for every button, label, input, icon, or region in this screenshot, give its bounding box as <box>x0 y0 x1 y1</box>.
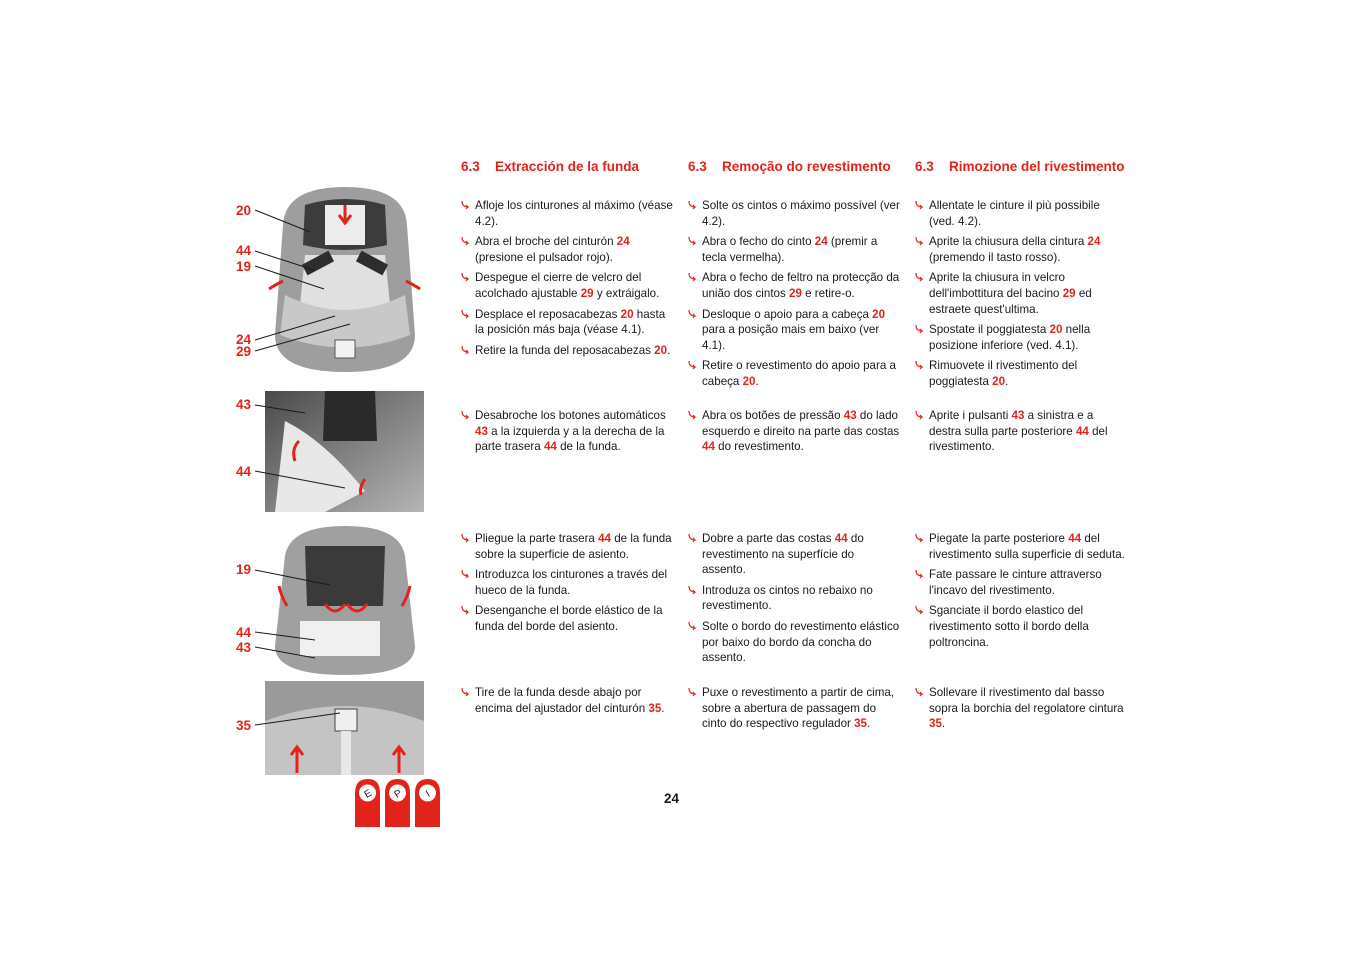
figure-label: 44 <box>236 464 252 479</box>
figure-label: 44 <box>236 625 252 640</box>
step-text: . <box>755 374 759 388</box>
step-arrow-icon <box>461 533 471 543</box>
step-text: . <box>667 343 671 357</box>
step-text: Retire o revestimento do apoio para a cabeça <box>702 359 896 388</box>
part-number: 20 <box>742 374 756 388</box>
step-text: Fate passare le cinture attraverso l'incavo del rivestimento. <box>929 568 1102 597</box>
step-arrow-icon <box>461 236 471 246</box>
step-arrow-icon <box>915 360 925 370</box>
instruction-step <box>915 531 1127 562</box>
step-arrow-icon <box>915 687 925 697</box>
step-text: (presione el pulsador rojo). <box>475 250 613 264</box>
step-text: Piegate la parte posteriore <box>929 532 1069 545</box>
step-arrow-icon <box>915 236 925 246</box>
step-text: nella posizione inferiore (ved. 4.1). <box>929 323 1091 352</box>
instruction-step <box>915 270 1127 317</box>
step-text: Puxe o revestimento a partir de cima, sobre a abertura de passagem do cinto do respectivo regulador <box>702 686 895 731</box>
language-tab-label: I <box>424 788 433 800</box>
step-group <box>461 408 673 460</box>
step-arrow-icon <box>915 410 925 420</box>
step-group <box>915 198 1127 395</box>
step-group <box>461 531 673 640</box>
step-text: del rivestimento. <box>929 424 1108 454</box>
step-group <box>915 685 1127 737</box>
section-number: 6.3 <box>688 159 707 174</box>
step-text: Sganciate il bordo elastico del rivestimento sotto il bordo della poltroncina. <box>929 604 1089 649</box>
part-number: 44 <box>543 440 557 454</box>
instruction-step <box>915 603 1127 650</box>
step-text: Desplace el reposacabezas <box>475 307 621 321</box>
step-arrow-icon <box>688 533 698 543</box>
step-text: Retire la funda del reposacabezas <box>475 343 655 357</box>
step-arrow-icon <box>688 410 698 420</box>
step-text: Solte os cintos o máximo possível (ver 4.2). <box>702 199 900 228</box>
part-number: 24 <box>814 235 828 249</box>
language-tab-label: P <box>392 787 404 801</box>
section-title: Extracción de la funda <box>495 159 640 174</box>
part-number: 20 <box>1049 323 1063 337</box>
step-text: do revestimento. <box>714 440 804 454</box>
step-text: Desabroche los botones automáticos <box>475 409 666 422</box>
instruction-step <box>461 234 673 265</box>
step-text: de la funda sobre la superficie de asiento. <box>475 532 672 561</box>
step-text: Abra os botões de pressão <box>702 409 844 422</box>
figure-label: 19 <box>236 562 252 577</box>
part-number: 35 <box>648 701 662 715</box>
step-text: Solte o bordo do revestimento elástico por baixo do bordo da concha do assento. <box>702 619 900 665</box>
instruction-step <box>688 685 900 732</box>
part-number: 35 <box>854 717 868 731</box>
part-number: 29 <box>580 286 594 300</box>
figure-label: 35 <box>236 718 252 733</box>
section-number: 6.3 <box>461 159 480 174</box>
step-text: ed estraete quest'ultima. <box>929 286 1092 316</box>
step-text: para a posição mais em baixo (ver 4.1). <box>702 323 880 352</box>
instruction-step <box>461 685 673 716</box>
step-arrow-icon <box>688 687 698 697</box>
instruction-step <box>688 531 900 578</box>
step-text: Tire de la funda desde abajo por encima del ajustador del cinturón <box>475 686 649 715</box>
step-text: Sollevare il rivestimento dal basso sopra la borchia del regolatore cintura <box>929 686 1124 715</box>
step-arrow-icon <box>461 569 471 579</box>
step-text: Pliegue la parte trasera <box>475 532 599 545</box>
figure-label: 43 <box>236 397 252 412</box>
figure-label: 29 <box>236 344 252 359</box>
part-number: 20 <box>872 307 886 321</box>
step-arrow-icon <box>461 605 471 615</box>
step-text: Abra o fecho de feltro na protecção da união dos cintos <box>702 271 900 300</box>
step-group <box>688 408 900 460</box>
instruction-step <box>915 322 1127 353</box>
instruction-step <box>915 358 1127 389</box>
instruction-step <box>461 270 673 301</box>
step-arrow-icon <box>461 309 471 319</box>
step-arrow-icon <box>688 585 698 595</box>
figure-label: 44 <box>236 243 252 258</box>
part-number: 20 <box>992 374 1006 388</box>
step-arrow-icon <box>915 533 925 543</box>
instruction-step <box>461 408 673 455</box>
step-text: Abra el broche del cinturón <box>475 235 617 249</box>
part-number: 44 <box>702 440 715 454</box>
instruction-step <box>688 583 900 614</box>
instruction-step <box>688 270 900 301</box>
instruction-step <box>915 198 1127 229</box>
step-text: e retire-o. <box>801 286 855 300</box>
column-italian <box>915 158 1127 731</box>
step-text: Desenganche el borde elástico de la funda del borde del asiento. <box>475 604 663 633</box>
part-number: 20 <box>620 307 634 321</box>
step-text: y extráigalo. <box>593 286 660 300</box>
language-tab-e <box>355 779 380 827</box>
instruction-step <box>688 234 900 265</box>
step-arrow-icon <box>688 236 698 246</box>
part-number: 24 <box>1087 235 1101 249</box>
step-text: Aprite i pulsanti <box>929 409 1012 422</box>
step-text: Spostate il poggiatesta <box>929 323 1050 337</box>
part-number: 35 <box>929 717 942 731</box>
part-number: 44 <box>1075 424 1089 438</box>
part-number: 44 <box>598 532 611 545</box>
section-number: 6.3 <box>915 159 934 174</box>
step-arrow-icon <box>915 324 925 334</box>
step-text: (premendo il tasto rosso). <box>929 250 1061 264</box>
step-text: a la izquierda y a la derecha de la parte trasera <box>475 424 665 454</box>
step-arrow-icon <box>915 569 925 579</box>
step-arrow-icon <box>461 687 471 697</box>
step-group <box>688 198 900 395</box>
instruction-step <box>688 198 900 229</box>
step-arrow-icon <box>688 200 698 210</box>
instruction-step <box>915 685 1127 732</box>
step-text: Introduzca los cinturones a través del hueco de la funda. <box>475 568 668 597</box>
step-text: Afloje los cinturones al máximo (véase 4.2). <box>475 199 673 228</box>
part-number: 43 <box>475 424 488 438</box>
step-text: do lado esquerdo e direito na parte das costas <box>702 409 900 438</box>
step-group <box>688 685 900 737</box>
step-arrow-icon <box>461 345 471 355</box>
part-number: 24 <box>616 235 630 249</box>
step-arrow-icon <box>915 605 925 615</box>
step-arrow-icon <box>688 272 698 282</box>
step-text: do revestimento na superfície do assento. <box>702 532 864 577</box>
part-number: 20 <box>654 343 668 357</box>
step-text: Abra o fecho do cinto <box>702 235 815 249</box>
step-group <box>915 531 1127 655</box>
section-title: Rimozione del rivestimento <box>949 159 1125 174</box>
part-number: 44 <box>1068 532 1082 545</box>
instruction-step <box>461 198 673 229</box>
instruction-step <box>688 408 900 455</box>
step-arrow-icon <box>688 621 698 631</box>
step-text: (premir a tecla vermelha). <box>702 235 878 264</box>
instruction-step <box>461 307 673 338</box>
page-number: 24 <box>664 791 680 806</box>
instruction-step <box>461 567 673 598</box>
step-group <box>461 198 673 363</box>
step-arrow-icon <box>688 309 698 319</box>
section-heading <box>915 158 1127 194</box>
figure-label: 19 <box>236 259 252 274</box>
step-text: de la funda. <box>556 440 621 454</box>
language-tabs <box>355 779 441 829</box>
instruction-step <box>461 603 673 634</box>
instruction-step <box>688 358 900 389</box>
column-spanish <box>461 158 673 715</box>
step-text: . <box>1005 374 1009 388</box>
step-text: Introduza os cintos no rebaixo no revestimento. <box>702 583 873 613</box>
instruction-step <box>461 531 673 562</box>
step-text: Desloque o apoio para a cabeça <box>702 307 873 321</box>
step-text: Rimuovete il rivestimento del poggiatesta <box>929 359 1078 388</box>
section-heading <box>688 158 900 194</box>
step-group <box>915 408 1127 460</box>
instruction-step <box>915 567 1127 598</box>
figure-label: 20 <box>236 203 252 218</box>
part-number: 43 <box>843 409 857 422</box>
step-text: Despegue el cierre de velcro del acolchado ajustable <box>475 271 642 300</box>
figure-label: 43 <box>236 640 252 655</box>
step-text: Dobre a parte das costas <box>702 532 835 545</box>
step-text: del rivestimento sulla superficie di seduta. <box>929 532 1125 561</box>
step-group <box>461 685 673 721</box>
instruction-step <box>915 234 1127 265</box>
instruction-step <box>915 408 1127 455</box>
step-arrow-icon <box>688 360 698 370</box>
step-text: Aprite la chiusura in velcro dell'imbottitura del bacino <box>929 271 1065 300</box>
section-title: Remoção do revestimento <box>722 159 891 174</box>
language-tab-i <box>415 779 440 827</box>
step-text: . <box>867 717 871 731</box>
step-arrow-icon <box>461 200 471 210</box>
instruction-step <box>688 307 900 354</box>
figure-label: 24 <box>236 332 252 347</box>
step-group <box>688 531 900 671</box>
step-text: hasta la posición más baja (véase 4.1). <box>475 307 666 337</box>
instruction-step <box>688 619 900 666</box>
step-text: Aprite la chiusura della cintura <box>929 235 1088 249</box>
part-number: 43 <box>1011 409 1025 422</box>
section-heading <box>461 158 673 194</box>
step-text: Allentate le cinture il più possibile (ved. 4.2). <box>929 199 1100 228</box>
instruction-step <box>461 343 673 359</box>
step-arrow-icon <box>915 200 925 210</box>
language-tab-label: E <box>362 787 374 801</box>
column-portuguese <box>688 158 900 731</box>
language-tab-p <box>385 779 410 827</box>
step-arrow-icon <box>915 272 925 282</box>
part-number: 29 <box>1062 286 1076 300</box>
step-arrow-icon <box>461 272 471 282</box>
step-text: . <box>661 701 665 715</box>
step-text: a sinistra e a destra sulla parte posteriore <box>929 409 1094 438</box>
step-arrow-icon <box>461 410 471 420</box>
part-number: 29 <box>789 286 802 300</box>
part-number: 44 <box>834 532 848 545</box>
step-text: . <box>941 717 946 731</box>
